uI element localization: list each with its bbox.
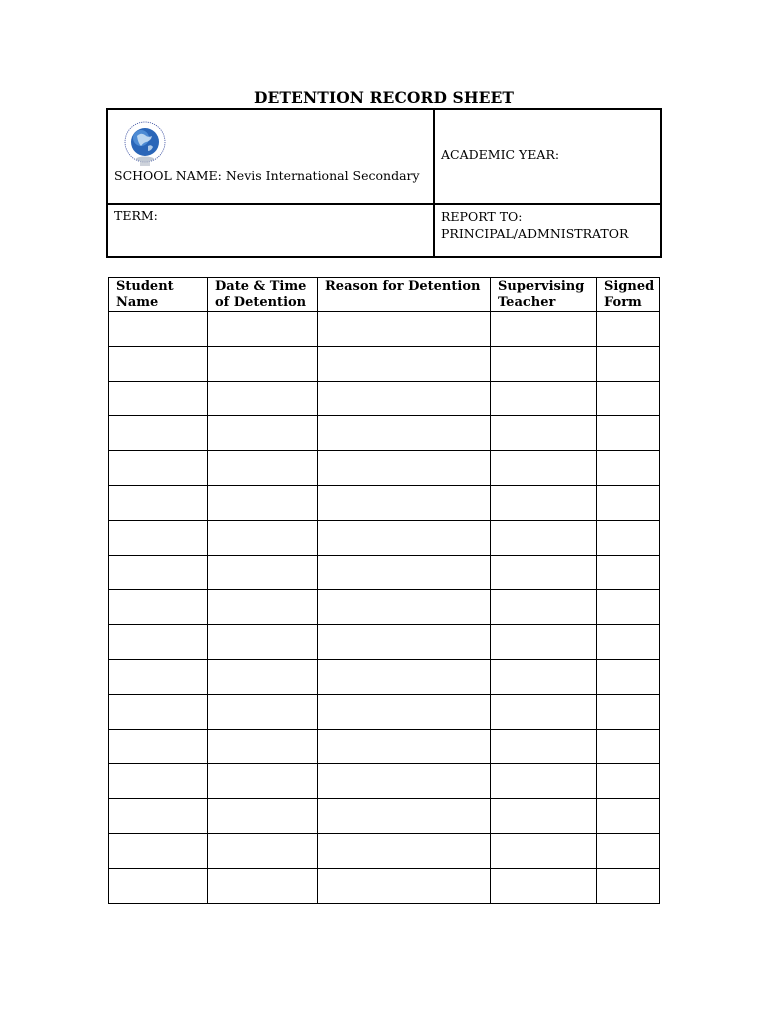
date-time-cell [208,659,318,694]
date-time-cell [208,346,318,381]
supervising-teacher-cell [491,833,597,868]
page-title: DETENTION RECORD SHEET [253,88,515,107]
column-header-date-time: Date & Time of Detention [208,278,318,312]
signed-form-cell [597,555,660,590]
reason-cell [318,799,491,834]
date-time-cell [208,555,318,590]
report-to-line2: PRINCIPAL/ADMNISTRATOR [441,226,629,241]
signed-form-cell [597,520,660,555]
student-name-cell [109,451,208,486]
table-row [109,416,660,451]
table-body [109,312,660,904]
reason-cell [318,659,491,694]
table-row [109,729,660,764]
supervising-teacher-cell [491,381,597,416]
term-label: TERM: [114,208,158,223]
reason-cell [318,555,491,590]
supervising-teacher-cell [491,346,597,381]
table-row [109,799,660,834]
school-globe-crest-icon [120,112,170,170]
student-name-cell [109,381,208,416]
student-name-cell [109,555,208,590]
signed-form-cell [597,416,660,451]
header-table [106,108,662,258]
date-time-cell [208,729,318,764]
column-header-supervising-teacher: Supervising Teacher [491,278,597,312]
supervising-teacher-cell [491,659,597,694]
student-name-cell [109,729,208,764]
column-header-reason: Reason for Detention [318,278,491,312]
reason-cell [318,833,491,868]
table-row [109,764,660,799]
date-time-cell [208,764,318,799]
table-row [109,312,660,347]
detention-records-table [108,277,660,904]
supervising-teacher-cell [491,694,597,729]
signed-form-cell [597,451,660,486]
header-divider-vertical [433,110,435,256]
reason-cell [318,520,491,555]
signed-form-cell [597,868,660,903]
reason-cell [318,451,491,486]
table-row [109,520,660,555]
school-name-label: SCHOOL NAME: Nevis International Secondary [114,168,420,183]
supervising-teacher-cell [491,555,597,590]
student-name-cell [109,416,208,451]
table-row [109,625,660,660]
supervising-teacher-cell [491,416,597,451]
student-name-cell [109,485,208,520]
student-name-cell [109,659,208,694]
table-row [109,555,660,590]
reason-cell [318,625,491,660]
reason-cell [318,729,491,764]
signed-form-cell [597,381,660,416]
supervising-teacher-cell [491,520,597,555]
student-name-cell [109,590,208,625]
date-time-cell [208,451,318,486]
signed-form-cell [597,833,660,868]
supervising-teacher-cell [491,590,597,625]
reason-cell [318,590,491,625]
signed-form-cell [597,694,660,729]
date-time-cell [208,381,318,416]
table-row [109,381,660,416]
reason-cell [318,416,491,451]
student-name-cell [109,346,208,381]
table-row [109,868,660,903]
date-time-cell [208,625,318,660]
signed-form-cell [597,485,660,520]
table-row [109,451,660,486]
supervising-teacher-cell [491,868,597,903]
date-time-cell [208,833,318,868]
reason-cell [318,694,491,729]
table-row [109,833,660,868]
reason-cell [318,381,491,416]
table-row [109,694,660,729]
student-name-cell [109,868,208,903]
student-name-cell [109,694,208,729]
report-to-line1: REPORT TO: [441,209,523,224]
supervising-teacher-cell [491,451,597,486]
date-time-cell [208,416,318,451]
date-time-cell [208,590,318,625]
supervising-teacher-cell [491,799,597,834]
student-name-cell [109,833,208,868]
reason-cell [318,312,491,347]
signed-form-cell [597,312,660,347]
table-row [109,346,660,381]
column-header-student-name: Student Name [109,278,208,312]
signed-form-cell [597,729,660,764]
date-time-cell [208,485,318,520]
supervising-teacher-cell [491,485,597,520]
table-row [109,485,660,520]
signed-form-cell [597,590,660,625]
date-time-cell [208,694,318,729]
supervising-teacher-cell [491,625,597,660]
student-name-cell [109,625,208,660]
table-header-row [109,278,660,312]
signed-form-cell [597,346,660,381]
signed-form-cell [597,764,660,799]
reason-cell [318,346,491,381]
supervising-teacher-cell [491,729,597,764]
date-time-cell [208,868,318,903]
supervising-teacher-cell [491,764,597,799]
signed-form-cell [597,625,660,660]
table-row [109,590,660,625]
reason-cell [318,764,491,799]
academic-year-label: ACADEMIC YEAR: [441,147,560,162]
student-name-cell [109,799,208,834]
column-header-signed-form: Signed Form [597,278,660,312]
signed-form-cell [597,799,660,834]
reason-cell [318,868,491,903]
student-name-cell [109,520,208,555]
header-divider-horizontal [108,203,660,205]
report-to-label [441,208,628,242]
date-time-cell [208,799,318,834]
signed-form-cell [597,659,660,694]
supervising-teacher-cell [491,312,597,347]
reason-cell [318,485,491,520]
date-time-cell [208,520,318,555]
student-name-cell [109,312,208,347]
table-row [109,659,660,694]
student-name-cell [109,764,208,799]
date-time-cell [208,312,318,347]
